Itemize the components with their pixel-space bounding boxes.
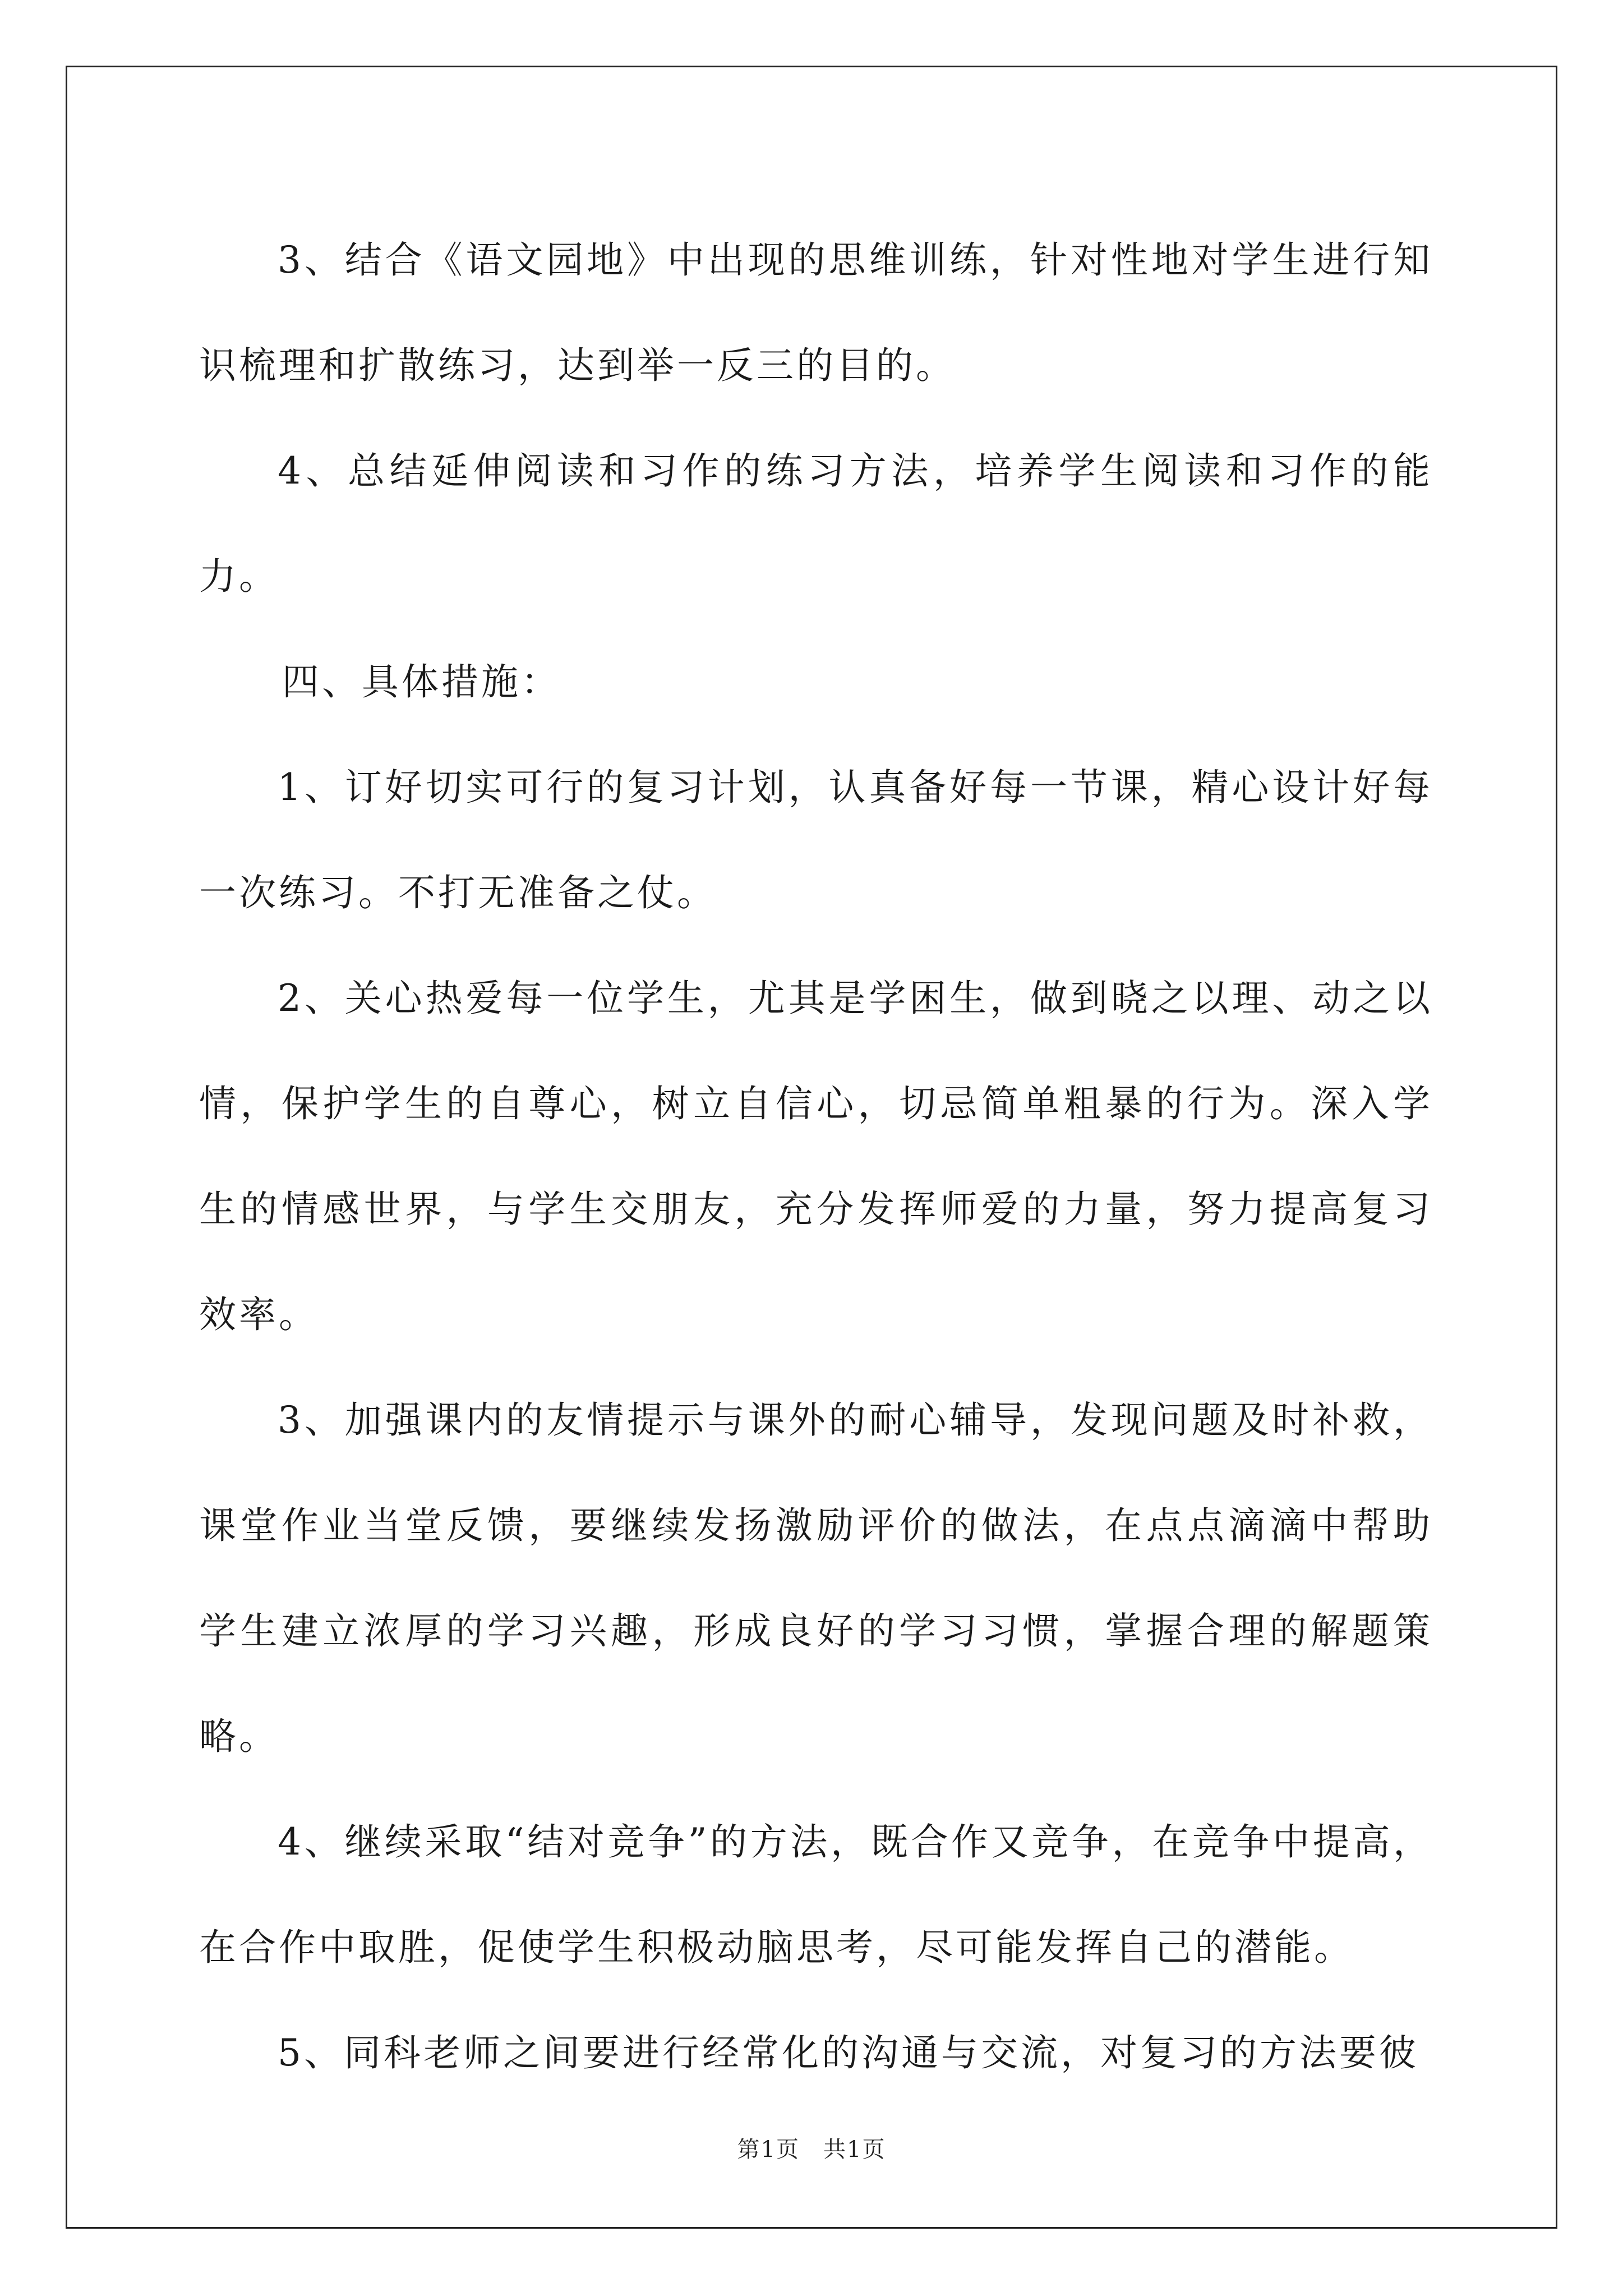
paragraph: 4、继续采取“结对竞争”的方法，既合作又竞争，在竞争中提高，在合作中取胜，促使学生积极动脑思考，尽可能发挥自己的潜能。 bbox=[199, 1820, 1433, 1969]
paragraph: 2、关心热爱每一位学生，尤其是学困生，做到晓之以理、动之以情，保护学生的自尊心，树立自信心，切忌简单粗暴的行为。深入学生的情感世界，与学生交朋友，充分发挥师爱的力量，努力提高复习效率。 bbox=[199, 977, 1433, 1336]
paragraph: 5、同科老师之间要进行经常化的沟通与交流，对复习的方法要彼 bbox=[278, 2031, 1419, 2074]
paragraph: 1、订好切实可行的复习计划，认真备好每一节课，精心设计好每一次练习。不打无准备之仗。 bbox=[199, 766, 1433, 914]
paragraph: 4、总结延伸阅读和习作的练习方法，培养学生阅读和习作的能力。 bbox=[199, 449, 1433, 598]
paragraph: 3、加强课内的友情提示与课外的耐心辅导，发现问题及时补救，课堂作业当堂反馈，要继续发扬激励评价的做法，在点点滴滴中帮助学生建立浓厚的学习兴趣，形成良好的学习习惯，掌握合理的解题策略。 bbox=[199, 1398, 1433, 1758]
page-footer bbox=[0, 2132, 1623, 2164]
document-body bbox=[199, 208, 1433, 2106]
page-total: 共1页 bbox=[823, 2137, 886, 2162]
section-heading: 四、具体措施： bbox=[282, 660, 561, 703]
page-number: 第1页 bbox=[737, 2137, 800, 2162]
paragraph: 3、结合《语文园地》中出现的思维训练，针对性地对学生进行知识梳理和扩散练习，达到举一反三的目的。 bbox=[199, 238, 1433, 387]
